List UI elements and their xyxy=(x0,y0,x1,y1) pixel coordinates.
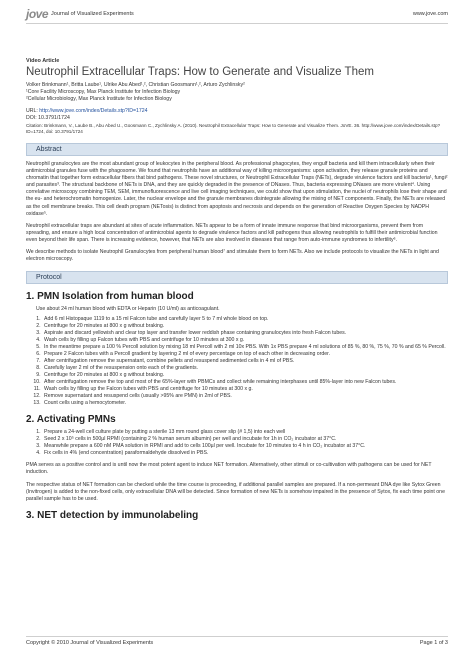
protocol-heading: Protocol xyxy=(26,271,448,284)
section-1-steps xyxy=(26,316,448,407)
url-label: URL: xyxy=(26,107,40,114)
protocol-step: 6. Prepare 2 Falcon tubes with a Percoll gradient by layering 2 ml of every percentage on top of each other in decreasing order. xyxy=(42,351,448,358)
page-footer xyxy=(26,640,448,646)
journal-name: Journal of Visualized Experiments xyxy=(51,11,134,17)
protocol-step: 3. Meanwhile prepare a 600 nM PMA solution in RPMI and add to cells 100µl per well. Incubate for 10 minutes to 4 h in CO₂ incubator at 37°C. xyxy=(42,443,448,450)
section-2-steps xyxy=(26,429,448,457)
citation: Citation: Brinkmann, V., Laube B., Abu Abed U., Goosmann C., Zychlinsky A. (2010). Neutrophil Extracellular Traps: How to Generate and Visualize Them. JoVE. 36. http://www.jove.com/index/Details.stp?ID=1724, doi: 10.3791/1724 xyxy=(26,123,441,135)
copyright-notice: Copyright © 2010 Journal of Visualized Experiments xyxy=(26,640,154,646)
article-doi: DOI: 10.3791/1724 xyxy=(26,114,70,121)
site-url[interactable]: www.jove.com xyxy=(412,11,448,17)
section-2-paragraph-1: PMA serves as a positive control and is until now the most potent agent to induce NET formation. Alternatively, other stimuli or co-cultivation with pathogens can be used for NET induction. xyxy=(26,462,432,476)
protocol-step: 4. Fix cells in 4% (end concentration) paraformaldehyde dissolved in PBS. xyxy=(42,450,448,457)
abstract-paragraph-3: We describe methods to isolate Neutrophil Granulocytes from peripheral human blood⁷ and stimulate them to form NETs. Also we include protocols to visualize the NETs in light and electron microscopy. xyxy=(26,249,439,263)
affiliation-1: ¹Core Facility Microscopy, Max Planck Institute for Infection Biology xyxy=(26,89,181,96)
protocol-step: 8. Carefully layer 2 ml of the resuspension onto each of the gradients. xyxy=(42,365,448,372)
author-list: Volker Brinkmann¹, Britta Laube¹, Ulrike Abu Abed¹,², Christian Goosmann¹,², Arturo Zychlinsky² xyxy=(26,82,245,88)
page-header xyxy=(26,8,448,20)
article-url-link[interactable]: http://www.jove.com/index/Details.stp?ID=1724 xyxy=(39,107,148,114)
section-2-paragraph-2: The respective status of NET formation can be checked while the time course is proceeding, if additional parallel samples are prepared. If a non-permeant DNA dye like Sytox Green (Invitrogen) is added to the non-fixed cells, only extracellular DNA will be detected. Since formation of new NETs is somehow impaired in the presence of Sytox, fix each time point one parallel sample has to be used. xyxy=(26,481,445,502)
protocol-step: 9. Centrifuge for 20 minutes at 800 x g without braking. xyxy=(42,372,448,379)
article-type: Video Article xyxy=(26,58,60,64)
article-url-line xyxy=(26,108,448,115)
protocol-step: 13. Count cells using a hemocytometer. xyxy=(42,400,448,407)
protocol-step: 2. Centrifuge for 20 minutes at 800 x g without braking. xyxy=(42,323,448,330)
article-title: Neutrophil Extracellular Traps: How to Generate and Visualize Them xyxy=(26,66,374,78)
protocol-step: 5. In the meantime prepare a 100 % Percoll solution by mixing 18 ml Percoll with 2 ml 10x PBS. With 1x PBS prepare 4 ml solutions of 85 %, 80 %, 75 %, 70 % and 65 % Percoll. xyxy=(42,344,448,351)
article-content xyxy=(26,58,448,525)
page-number: Page 1 of 3 xyxy=(419,640,448,646)
section-3-title: 3. NET detection by immunolabeling xyxy=(26,509,199,521)
protocol-step: 4. Wash cells by filling up Falcon tubes with PBS and centrifuge for 10 minutes at 300 x g. xyxy=(42,337,448,344)
protocol-step: 12. Remove supernatant and resuspend cells (usually >95% are PMN) in 2ml of PBS. xyxy=(42,393,448,400)
section-1-intro: Use about 24 ml human blood with EDTA or Heparin (10 U/ml) as anticoagulant. xyxy=(36,306,220,313)
protocol-step: 2. Seed 2 x 10⁵ cells in 500µl RPMI (containing 2 % human serum albumin) per well and incubate for 1h in CO₂ incubator at 37°C. xyxy=(42,436,448,443)
protocol-step: 10. After centrifugation remove the top and most of the 65%-layer with PBMCs and collect while remaining interphases until 85%-layer into new Falcon tubes. xyxy=(42,379,448,386)
protocol-step: 1. Add 6 ml Histopaque 1119 to a 15 ml Falcon tube and carefully layer 5 to 7 ml whole blood on top. xyxy=(42,316,448,323)
footer-divider xyxy=(26,636,448,637)
section-2-title: 2. Activating PMNs xyxy=(26,414,116,426)
section-1-title: 1. PMN Isolation from human blood xyxy=(26,291,194,303)
abstract-paragraph-1: Neutrophil granulocytes are the most abundant group of leukocytes in the peripheral blood. As professional phagocytes, they engulf bacteria and kill them intracellularly when their antimicrobial granules fuse with the phagosome. We found that neutrophils have an additional way of killing microorganisms: upon activation, they release granule proteins and chromatin that together form extracellular fibers that bind pathogens. These novel structures, or Neutrophil Extracellular Traps (NETs), degrade virulence factors and kill bacteria¹, fungi² and parasites³. The structural backbone of NETs is DNA, and they are quickly degraded in the presence of DNases. Thus, bacteria expressing DNases are more virulent⁴. Using correlative microscopy combining TEM, SEM, immunofluorescence and live cell imaging techniques, we could show that upon stimulation, the nuclei of neutrophils lose their shape and the eu- and heterochromatin homogenize. Later, the nuclear envelope and the granule membranes disintegrate allowing the mixing of NET components. Finally, the NETs are released as the cell membrane breaks. This cell death program (NETosis) is distinct from apoptosis and necrosis and depends on the generation of Reactive Oxygen Species by NADPH oxidase⁵. xyxy=(26,161,448,217)
protocol-step: 11. Wash cells by filling up the Falcon tubes with PBS and centrifuge for 10 minutes at 300 x g. xyxy=(42,386,448,393)
abstract-paragraph-2: Neutrophil extracellular traps are abundant at sites of acute inflammation. NETs appear to be a form of innate immune response that bind microorganisms, prevent them from spreading, and ensure a high local concentration of antimicrobial agents to degrade virulence factors and kill pathogens thus allowing neutrophils to fulfill their antimicrobial function even beyond their life span. There is increasing evidence, however, that NETs are also involved in diseases that range from auto-immune syndromes to infertility⁶. xyxy=(26,222,438,243)
protocol-step: 1. Prepare a 24-well cell culture plate by putting a sterile 13 mm round glass cover slip (# 1,5) into each well xyxy=(42,429,448,436)
abstract-heading: Abstract xyxy=(26,143,448,156)
header-divider xyxy=(26,23,448,24)
jove-logo[interactable]: jove xyxy=(26,7,49,21)
affiliation-2: ²Cellular Microbiology, Max Planck Institute for Infection Biology xyxy=(26,96,172,103)
protocol-step: 3. Aspirate and discard yellowish and clear top layer and transfer lower reddish phase containing granulocytes into fresh Falcon tubes. xyxy=(42,330,448,337)
protocol-step: 7. After centrifugation remove the supernatant, combine pellets and resuspend sedimented cells in 4 ml of PBS. xyxy=(42,358,448,365)
